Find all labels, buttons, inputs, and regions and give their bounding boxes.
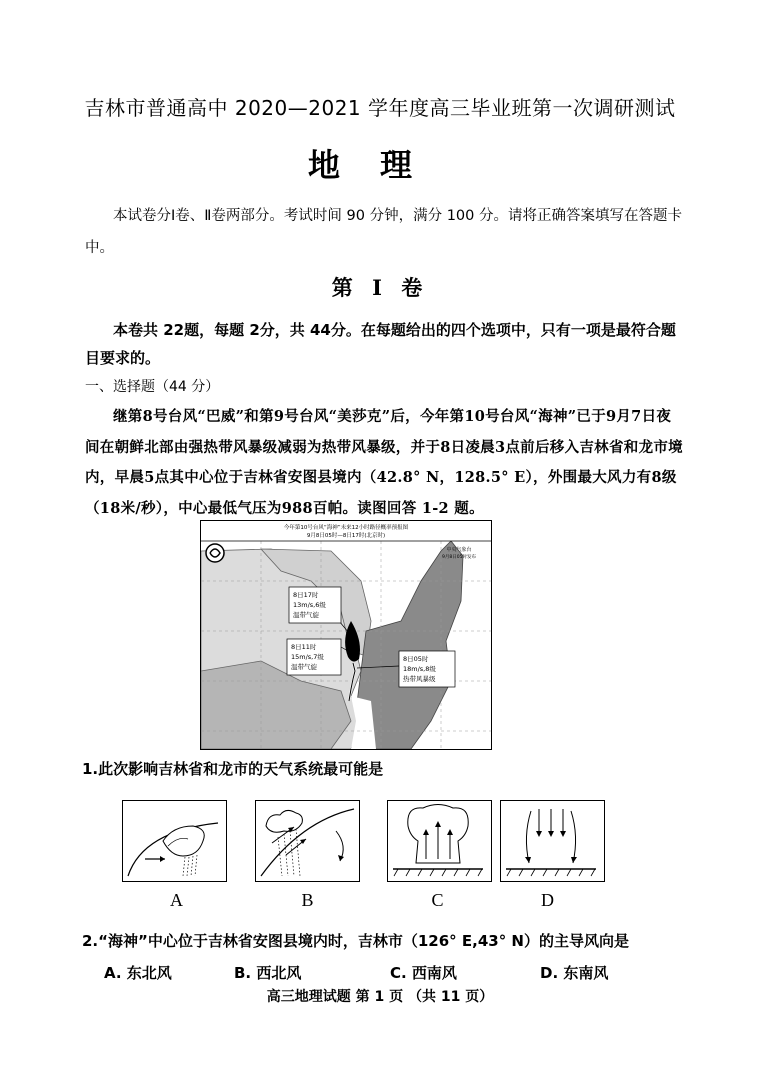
diagram-a-label: A	[170, 890, 183, 910]
label-05h-wind: 18m/s,8级	[403, 665, 436, 673]
part-title: 第 Ⅰ 卷	[331, 275, 429, 300]
map-title: 今年第10号台风“海神”未来12小时路径概率预报图	[283, 525, 409, 531]
section-heading: 一、选择题（44 分）	[85, 379, 220, 395]
label-17h-wind: 13m/s,6级	[293, 601, 326, 609]
label-11h-time: 8日11时	[291, 643, 317, 651]
q2-option-c: C. 西南风	[390, 964, 457, 982]
q2-option-d: D. 东南风	[540, 964, 609, 982]
q2-option-b: B. 西北风	[234, 964, 302, 982]
label-11h-type: 温带气旋	[291, 663, 317, 671]
diagram-c-label: C	[431, 890, 444, 910]
map-subtitle: 9月8日05时—8日17时(北京时)	[306, 533, 386, 539]
diagram-b-label: B	[301, 890, 314, 910]
map-issued: 9月8日05时发布	[442, 555, 476, 560]
question-passage: 继第8号台风“巴威”和第9号台风“美莎克”后，今年第10号台风“海神”已于9月7日夜间在朝鲜北部由强热带风暴级减弱为热带风暴级，并于8日凌晨3点前后移入吉林省和龙市境内，早晨5点其中心位于吉林省安图县境内（42.8° N，128.5° E），外围最大风力有8级（18米/秒），中心最低气压为988百帕。读图回答 1-2 题。	[85, 408, 683, 517]
diagram-a	[122, 800, 227, 882]
label-17h-time: 8日17时	[293, 591, 319, 599]
part-instructions: 本卷共 22题，每题 2分，共 44分。在每题给出的四个选项中，只有一项是最符合题目要求的。	[85, 321, 676, 367]
question-2-stem: 2.“海神”中心位于吉林省安图县境内时，吉林市（126° E,43° N）的主导风向是	[82, 932, 629, 950]
question-1-stem: 1.此次影响吉林省和龙市的天气系统最可能是	[82, 760, 384, 778]
diagram-c	[387, 800, 492, 882]
map-agency: 中央气象台	[446, 547, 472, 553]
typhoon-track-map	[200, 520, 492, 750]
label-17h-type: 温带气旋	[293, 611, 319, 619]
page-footer: 高三地理试题 第 1 页 （共 11 页）	[266, 989, 494, 1005]
subject-title: 地理	[307, 146, 452, 184]
q2-option-a: A. 东北风	[104, 964, 172, 982]
diagram-d	[500, 800, 605, 882]
weather-agency-logo-icon	[206, 544, 224, 562]
diagram-b	[255, 800, 360, 882]
label-11h-wind: 15m/s,7级	[291, 653, 324, 661]
label-05h-type: 热带风暴级	[403, 675, 436, 683]
diagram-d-label: D	[541, 890, 554, 910]
exam-title: 吉林市普通高中 2020—2021 学年度高三毕业班第一次调研测试	[84, 96, 676, 120]
exam-intro: 本试卷分Ⅰ卷、Ⅱ卷两部分。考试时间 90 分钟，满分 100 分。请将正确答案填写在答题卡中。	[85, 208, 682, 256]
label-05h-time: 8日05时	[403, 655, 429, 663]
